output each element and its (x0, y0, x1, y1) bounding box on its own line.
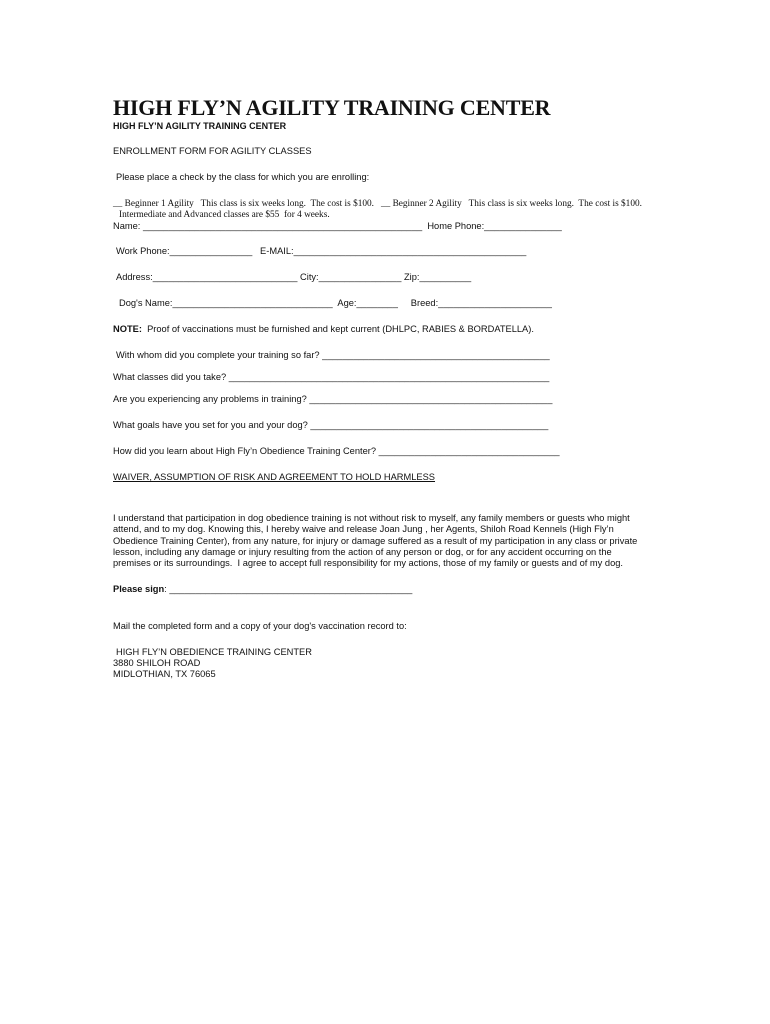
dog-info-field: Dog's Name:_______________________________ Age:________ Breed:______________________ (119, 298, 552, 308)
instruction-text: Please place a check by the class for which you are enrolling: (116, 172, 370, 182)
mail-instruction: Mail the completed form and a copy of your dog's vaccination record to: (113, 621, 407, 631)
name-phone-field: Name: ______________________________________________________ Home Phone:_______________ (113, 221, 562, 231)
document-subtitle: HIGH FLY’N AGILITY TRAINING CENTER (113, 121, 287, 131)
mailing-address-line3: MIDLOTHIAN, TX 76065 (113, 669, 216, 679)
waiver-line: attend, and to my dog. Knowing this, I hereby waive and release Joan Jung , her Agents, Shiloh Road Kennels (High Fly’n (113, 524, 614, 535)
vaccination-note (113, 324, 534, 335)
waiver-line: lesson, including any damage or injury resulting from the action of any person or dog, or for any accident occurring on the (113, 546, 612, 557)
mailing-address-line1: HIGH FLY’N OBEDIENCE TRAINING CENTER (116, 647, 312, 657)
waiver-line: I understand that participation in dog obedience training is not without risk to myself, any family members or guests who might (113, 513, 630, 523)
waiver-paragraph (113, 513, 653, 569)
class-pricing-note: Intermediate and Advanced classes are $55 for 4 weeks. (119, 210, 330, 220)
question-goals: What goals have you set for you and your dog? ______________________________________________ (113, 420, 549, 430)
question-referral: How did you learn about High Fly’n Obedience Training Center? ___________________________________ (113, 446, 560, 456)
form-heading: ENROLLMENT FORM FOR AGILITY CLASSES (113, 146, 312, 156)
class-options-line: __ Beginner 1 Agility This class is six weeks long. The cost is $100. __ Beginner 2 Agility This class is six weeks long. The cost is $100. (113, 199, 642, 209)
work-phone-email-field: Work Phone:________________ E-MAIL:_____________________________________________ (116, 246, 527, 256)
address-field: Address:____________________________ City:________________ Zip:__________ (116, 272, 472, 282)
sign-line: : _______________________________________________ (164, 584, 413, 594)
question-trainer: With whom did you complete your training so far? ____________________________________________ (116, 350, 550, 360)
document-title: HIGH FLY’N AGILITY TRAINING CENTER (113, 95, 551, 120)
mailing-address-line2: 3880 SHILOH ROAD (113, 658, 201, 668)
signature-field (113, 584, 412, 595)
waiver-line: Obedience Training Center), from any nature, for injury or damage suffered as a result of my participation in any class or private (113, 535, 638, 546)
question-classes: What classes did you take? ______________________________________________________________ (113, 372, 550, 382)
sign-label: Please sign (113, 584, 165, 594)
question-problems: Are you experiencing any problems in training? _______________________________________________ (113, 394, 553, 404)
note-label: NOTE: (113, 324, 142, 334)
waiver-line: premises or its surroundings. I agree to accept full responsibility for my actions, those of my family or guests and of my dog. (113, 558, 624, 569)
waiver-heading: WAIVER, ASSUMPTION OF RISK AND AGREEMENT TO HOLD HARMLESS (113, 472, 436, 482)
note-text: Proof of vaccinations must be furnished and kept current (DHLPC, RABIES & BORDATELLA). (141, 324, 534, 334)
